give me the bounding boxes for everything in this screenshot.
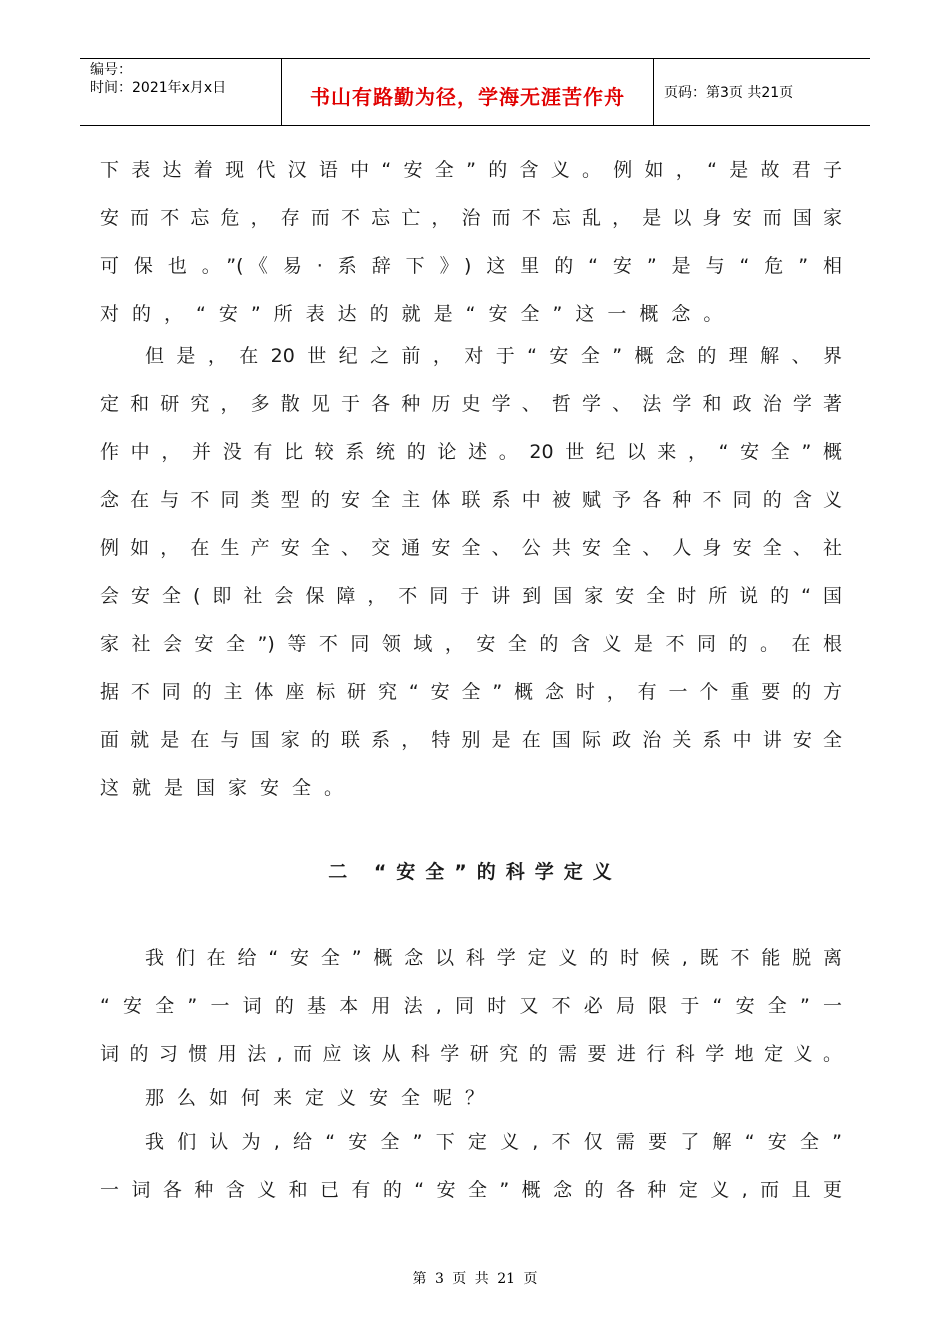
date-label: 时间：2021年x月x日 <box>90 80 227 96</box>
body-line: 下表达着现代汉语中“安全”的含义。例如，“是故君子 <box>100 159 842 181</box>
body-line: 定和研究，多散见于各种历史学、哲学、法学和政治学著 <box>100 393 842 415</box>
page-footer: 第 3 页 共 21 页 <box>412 1271 538 1287</box>
body-line: 安而不忘危，存而不忘亡，治而不忘乱，是以身安而国家 <box>100 207 842 229</box>
body-line: 念在与不同类型的安全主体联系中被赋予各种不同的含义 <box>100 489 842 511</box>
body-line: 可保也。”(《易·系辞下》)这里的“安”是与“危”相 <box>100 255 842 277</box>
header-page-info: 页码：第3页 共21页 <box>664 85 794 101</box>
body-line: 家社会安全”)等不同领域，安全的含义是不同的。在根 <box>100 633 842 655</box>
section-heading: 二 “安全”的科学定义 <box>328 861 622 883</box>
body-line: 我们认为,给“安全”下定义,不仅需要了解“安全” <box>145 1131 842 1153</box>
body-line: 这就是国家安全。 <box>100 777 357 799</box>
body-line: 一词各种含义和已有的“安全”概念的各种定义,而且更 <box>100 1179 842 1201</box>
body-line: 但是，在20世纪之前，对于“安全”概念的理解、界 <box>145 345 842 367</box>
body-line: 会安全(即社会保障，不同于讲到国家安全时所说的“国 <box>100 585 842 607</box>
body-line: 面就是在与国家的联系，特别是在国际政治关系中讲安全 <box>100 729 842 751</box>
page-header <box>80 58 870 126</box>
body-line: 词的习惯用法,而应该从科学研究的需要进行科学地定义。 <box>100 1043 842 1065</box>
body-line: 对的，“安”所表达的就是“安全”这一概念。 <box>100 303 736 325</box>
body-line: 据不同的主体座标研究“安全”概念时，有一个重要的方 <box>100 681 842 703</box>
body-line: 那么如何来定义安全呢？ <box>145 1087 498 1109</box>
body-line: 我们在给“安全”概念以科学定义的时候,既不能脱离 <box>145 947 842 969</box>
header-meta <box>80 59 282 125</box>
body-line: “安全”一词的基本用法,同时又不必局限于“安全”一 <box>100 995 842 1017</box>
doc-number-label: 编号： <box>90 62 132 78</box>
header-motto: 书山有路勤为径，学海无涯苦作舟 <box>282 59 654 125</box>
body-line: 作中，并没有比较系统的论述。20世纪以来，“安全”概 <box>100 441 842 463</box>
body-line: 例如，在生产安全、交通安全、公共安全、人身安全、社 <box>100 537 842 559</box>
